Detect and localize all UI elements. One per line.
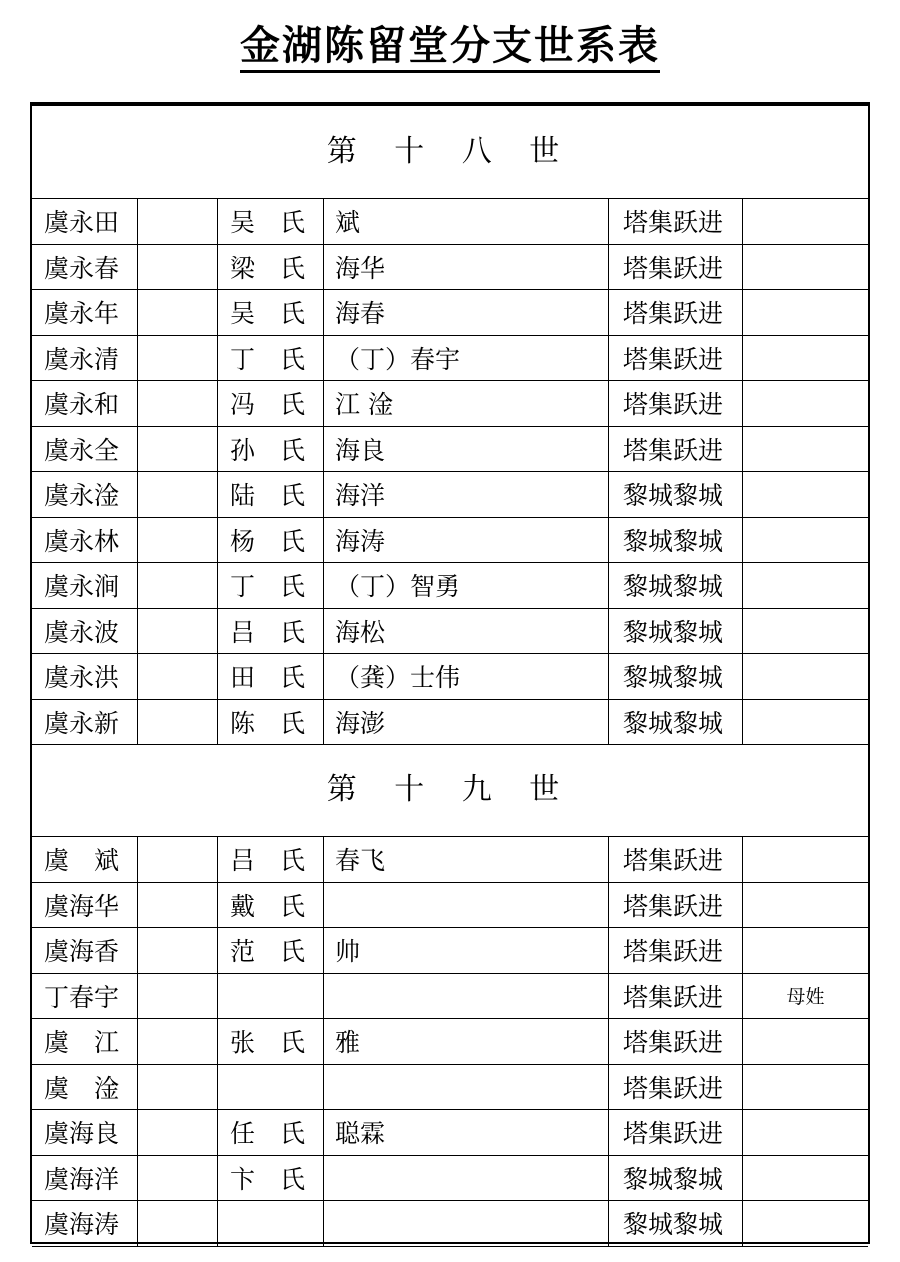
note [742, 199, 868, 244]
children-names: 斌 [323, 199, 608, 244]
table-row [32, 198, 868, 244]
children-names: 海松 [323, 609, 608, 654]
residence: 塔集跃进 [608, 381, 742, 426]
note [742, 837, 868, 882]
note [742, 700, 868, 745]
table-row [32, 927, 868, 973]
table-row [32, 1064, 868, 1110]
spacer-cell [137, 427, 217, 472]
children-names: 春飞 [323, 837, 608, 882]
spacer-cell [137, 563, 217, 608]
children-names [323, 883, 608, 928]
person-name: 虞海香 [44, 937, 120, 967]
note [742, 654, 868, 699]
spacer-cell [137, 928, 217, 973]
spacer-cell [137, 518, 217, 563]
note [742, 1201, 868, 1246]
children-names: 帅 [323, 928, 608, 973]
spacer-cell [137, 837, 217, 882]
person-name: 虞海良 [44, 1119, 120, 1149]
table-row [32, 380, 868, 426]
residence: 塔集跃进 [608, 427, 742, 472]
table-row [32, 1200, 868, 1246]
spacer-cell [137, 1019, 217, 1064]
residence: 塔集跃进 [608, 199, 742, 244]
note [742, 381, 868, 426]
residence: 塔集跃进 [608, 336, 742, 381]
person-name: 虞永林 [44, 526, 120, 556]
table-row [32, 836, 868, 882]
note [742, 928, 868, 973]
residence: 黎城黎城 [608, 1201, 742, 1246]
person-name: 虞永涧 [44, 572, 120, 602]
wife-name: 戴 氏 [217, 883, 323, 928]
wife-name: 孙 氏 [217, 427, 323, 472]
table-row [32, 973, 868, 1019]
children-names [323, 1065, 608, 1110]
wife-name [217, 1065, 323, 1110]
note: 母姓 [742, 974, 868, 1019]
children-names [323, 1156, 608, 1201]
spacer-cell [137, 1065, 217, 1110]
generation-heading: 第 十 九 世 [326, 772, 574, 807]
person-name: 虞海洋 [44, 1164, 120, 1194]
children-names [323, 974, 608, 1019]
residence: 黎城黎城 [608, 518, 742, 563]
wife-name: 吴 氏 [217, 290, 323, 335]
children-names: 海涛 [323, 518, 608, 563]
wife-name: 梁 氏 [217, 245, 323, 290]
spacer-cell [137, 883, 217, 928]
table-row [32, 882, 868, 928]
note [742, 245, 868, 290]
genealogy-table [30, 102, 870, 1244]
note [742, 472, 868, 517]
note [742, 518, 868, 563]
table-row [32, 426, 868, 472]
wife-name: 范 氏 [217, 928, 323, 973]
person-name: 虞永田 [44, 208, 120, 238]
person-name: 虞永洪 [44, 663, 120, 693]
title-text: 金湖陈留堂分支世系表 [240, 23, 660, 73]
residence: 塔集跃进 [608, 1110, 742, 1155]
wife-name: 卞 氏 [217, 1156, 323, 1201]
person-name: 虞永清 [44, 344, 120, 374]
table-row [32, 699, 868, 745]
residence: 黎城黎城 [608, 472, 742, 517]
spacer-cell [137, 199, 217, 244]
wife-name [217, 1201, 323, 1246]
children-names: 海洋 [323, 472, 608, 517]
spacer-cell [137, 245, 217, 290]
person-name: 丁春宇 [44, 982, 120, 1012]
wife-name: 丁 氏 [217, 563, 323, 608]
table-row [32, 653, 868, 699]
note [742, 1110, 868, 1155]
children-names: 聪霖 [323, 1110, 608, 1155]
table-row [32, 562, 868, 608]
spacer-cell [137, 609, 217, 654]
wife-name: 陈 氏 [217, 700, 323, 745]
children-names: 雅 [323, 1019, 608, 1064]
residence: 黎城黎城 [608, 563, 742, 608]
person-name: 虞海华 [44, 891, 120, 921]
wife-name: 田 氏 [217, 654, 323, 699]
note [742, 427, 868, 472]
residence: 黎城黎城 [608, 700, 742, 745]
note [742, 336, 868, 381]
person-name: 虞永和 [44, 390, 120, 420]
person-name: 虞永新 [44, 708, 120, 738]
table-row [32, 517, 868, 563]
wife-name: 任 氏 [217, 1110, 323, 1155]
residence: 塔集跃进 [608, 837, 742, 882]
spacer-cell [137, 654, 217, 699]
wife-name: 吴 氏 [217, 199, 323, 244]
person-name: 虞永波 [44, 617, 120, 647]
note [742, 1156, 868, 1201]
residence: 黎城黎城 [608, 609, 742, 654]
children-names: 江 淦 [323, 381, 608, 426]
table-row [32, 289, 868, 335]
table-row [32, 471, 868, 517]
children-names: （丁）智勇 [323, 563, 608, 608]
children-names: （龚）士伟 [323, 654, 608, 699]
wife-name: 冯 氏 [217, 381, 323, 426]
wife-name: 吕 氏 [217, 837, 323, 882]
residence: 黎城黎城 [608, 654, 742, 699]
person-name: 虞 淦 [44, 1073, 120, 1103]
wife-name: 张 氏 [217, 1019, 323, 1064]
children-names: 海春 [323, 290, 608, 335]
children-names: 海澎 [323, 700, 608, 745]
note [742, 563, 868, 608]
residence: 塔集跃进 [608, 1065, 742, 1110]
table-row [32, 1109, 868, 1155]
residence: 塔集跃进 [608, 928, 742, 973]
spacer-cell [137, 1156, 217, 1201]
person-name: 虞永淦 [44, 481, 120, 511]
page-title [0, 14, 900, 71]
residence: 塔集跃进 [608, 245, 742, 290]
residence: 塔集跃进 [608, 290, 742, 335]
wife-name: 吕 氏 [217, 609, 323, 654]
wife-name: 陆 氏 [217, 472, 323, 517]
note [742, 883, 868, 928]
note [742, 609, 868, 654]
children-names [323, 1201, 608, 1246]
spacer-cell [137, 290, 217, 335]
residence: 塔集跃进 [608, 883, 742, 928]
person-name: 虞 江 [44, 1028, 120, 1058]
generation-heading: 第 十 八 世 [326, 134, 574, 169]
residence: 塔集跃进 [608, 974, 742, 1019]
spacer-cell [137, 1201, 217, 1246]
table-row [32, 244, 868, 290]
spacer-cell [137, 381, 217, 426]
person-name: 虞永年 [44, 299, 120, 329]
children-names: （丁）春宇 [323, 336, 608, 381]
spacer-cell [137, 974, 217, 1019]
section-divider [32, 1246, 868, 1247]
note [742, 1019, 868, 1064]
table-row [32, 608, 868, 654]
children-names: 海华 [323, 245, 608, 290]
person-name: 虞永春 [44, 253, 120, 283]
person-name: 虞 斌 [44, 846, 120, 876]
spacer-cell [137, 1110, 217, 1155]
spacer-cell [137, 700, 217, 745]
person-name: 虞永全 [44, 435, 120, 465]
note [742, 1065, 868, 1110]
note [742, 290, 868, 335]
residence: 黎城黎城 [608, 1156, 742, 1201]
table-row [32, 335, 868, 381]
table-row [32, 1018, 868, 1064]
table-row [32, 1155, 868, 1201]
person-name: 虞海涛 [44, 1210, 120, 1240]
children-names: 海良 [323, 427, 608, 472]
wife-name: 杨 氏 [217, 518, 323, 563]
spacer-cell [137, 472, 217, 517]
wife-name [217, 974, 323, 1019]
wife-name: 丁 氏 [217, 336, 323, 381]
spacer-cell [137, 336, 217, 381]
residence: 塔集跃进 [608, 1019, 742, 1064]
